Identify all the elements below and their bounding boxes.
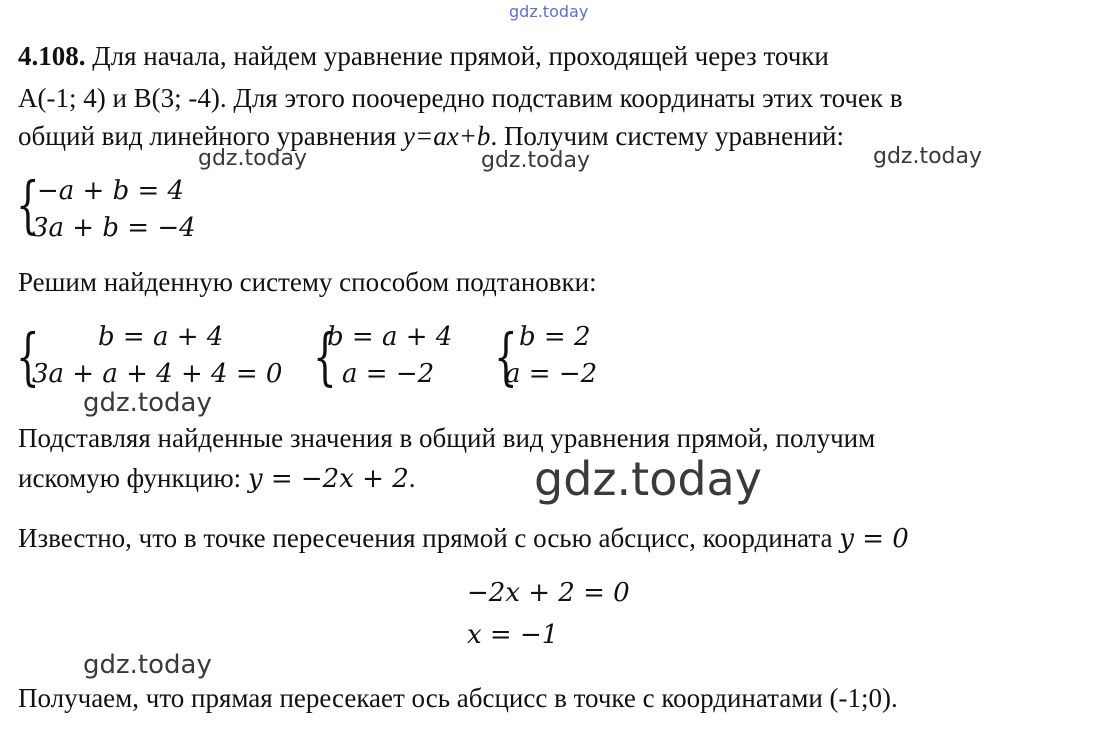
watermark-top: gdz.today [509,2,589,21]
watermark-large: gdz.today [534,452,762,506]
system1-eq2: 3a + b = −4 [32,213,196,243]
intro-line-1 [18,36,829,76]
intro-text-1: Для начала, найдем уравнение прямой, проходящей через точки [85,41,829,71]
system2-step2-eq1: b = a + 4 [327,322,453,352]
problem-number: 4.108. [18,41,86,71]
watermark: gdz.today [198,146,308,171]
watermark: gdz.today [873,144,983,169]
watermark: gdz.today [481,148,591,173]
intro-line-3 [18,116,844,156]
intro-text-3b: . Получим систему уравнений: [490,121,844,151]
system2-step3-eq1: b = 2 [519,322,591,352]
system2-step2-eq2: a = −2 [342,359,435,389]
conclusion-text: Получаем, что прямая пересекает ось абсцисс в точке с координатами (-1;0). [18,683,898,713]
system-brace: { [494,320,518,393]
system-brace: { [16,168,40,241]
linear-equation-formula: y=ax+b [403,121,491,151]
equation-1: −2x + 2 = 0 [467,578,630,608]
watermark: gdz.today [83,650,212,680]
substitute-text-2a: искомую функцию: [18,463,248,493]
substitute-line-1: Подставляя найденные значения в общий вид уравнения прямой, получим [18,423,876,453]
watermark: gdz.today [83,388,212,418]
system-brace: { [16,320,40,393]
system-brace: { [313,320,337,393]
result-function-formula: y = −2x + 2 [247,464,409,494]
intro-line-2: A(-1; 4) и B(3; -4). Для этого поочередно подставим координаты этих точек в [18,83,903,113]
system2-step1-eq2: 3a + a + 4 + 4 = 0 [32,359,283,389]
substitute-line-2 [18,458,416,499]
intro-text-3a: общий вид линейного уравнения [18,121,404,151]
solve-method-text: Решим найденную систему способом подтановки: [18,267,597,297]
system1-eq1: −a + b = 4 [37,176,185,206]
system2-step3-eq2: a = −2 [505,359,598,389]
known-text: Известно, что в точке пересечения прямой с осью абсцисс, координата [18,523,840,553]
equation-2: x = −1 [467,620,559,650]
substitute-text-2b: . [408,463,416,493]
known-line [18,518,909,559]
y-zero-formula: y = 0 [839,524,909,554]
system2-step1-eq1: b = a + 4 [98,322,224,352]
